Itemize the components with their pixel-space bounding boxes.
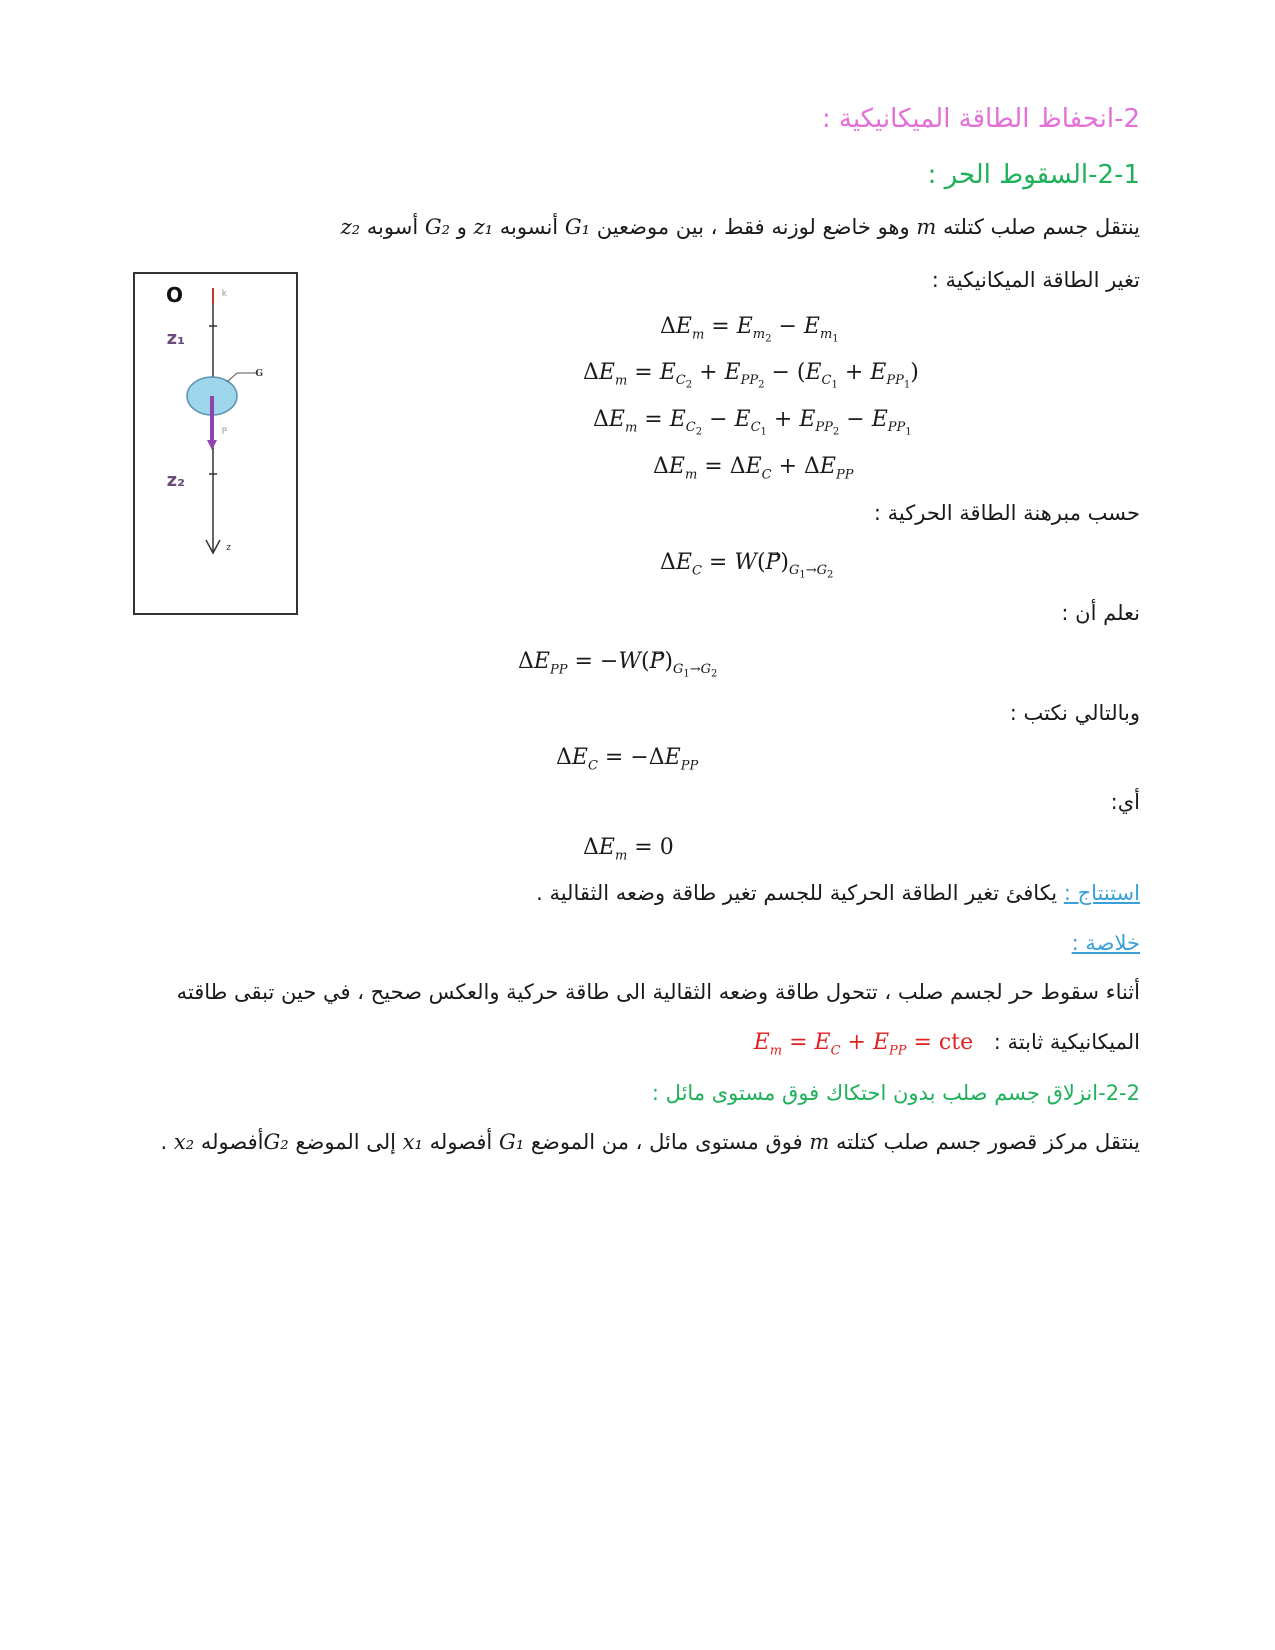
energy-change-label: تغير الطاقة الميكانيكية :: [931, 268, 1140, 292]
incline-text-2: فوق مستوى مائل ، من الموضع: [530, 1130, 803, 1154]
equation-delta-em-sum: $\Delta E_m = \Delta E_C + \Delta E_{PP}$: [653, 454, 854, 483]
intro-text-4: أسوبه: [366, 215, 419, 239]
equation-potential-work: $\Delta E_{PP}$ = $-W(P⃗)_{G_1\to G_2}$: [518, 649, 718, 680]
mass-symbol: m: [916, 215, 937, 239]
section-heading: 2-انحفاظ الطاقة الميكانيكية :: [821, 104, 1140, 134]
g1-symbol: G₁: [564, 215, 591, 239]
incline-x2-symbol: x₂: [173, 1130, 195, 1154]
intro-text-1: ينتقل جسم صلب كتلته: [942, 215, 1140, 239]
z2-symbol: z₂: [340, 215, 361, 239]
conclusion-text: يكافئ تغير الطاقة الحركية للجسم تغير طاقة وضعه الثقالية .: [536, 881, 1058, 905]
mechanical-energy-formula: $E_m = E_C + E_{PP}$ = cte: [753, 1030, 974, 1059]
intro-text-3: أنسوبه: [499, 215, 559, 239]
ie-label: أي:: [1110, 790, 1140, 814]
intro-text-2: وهو خاضع لوزنه فقط ، بين موضعين: [596, 215, 910, 239]
equation-kinetic-theorem: $\Delta E_C$ = $W(P⃗)_{G_1\to G_2}$: [660, 550, 834, 581]
theorem-label: حسب مبرهنة الطاقة الحركية :: [873, 501, 1140, 525]
z1-symbol: z₁: [473, 215, 494, 239]
conclusion-line: [536, 878, 1140, 908]
z2-label: z₂: [166, 470, 185, 491]
equation-kinetic-potential: $\Delta E_C = -\Delta E_{PP}$: [556, 745, 699, 774]
summary-line-2-text: الميكانيكية ثابتة :: [993, 1030, 1140, 1054]
g-leader-line: [227, 373, 257, 382]
formula-cte: cte: [938, 1030, 974, 1055]
incline-x1-symbol: x₁: [402, 1130, 423, 1154]
we-know-label: نعلم أن :: [1061, 601, 1140, 625]
g-label: G: [255, 369, 263, 379]
free-fall-diagram: [135, 274, 296, 613]
conclusion-label: استنتاج :: [1063, 881, 1140, 905]
z1-label: z₁: [166, 328, 185, 349]
summary-label: خلاصة :: [1071, 931, 1140, 955]
p-label: P: [221, 427, 227, 437]
summary-line-2: [754, 1027, 1140, 1066]
k-label: k: [221, 289, 227, 299]
free-fall-figure: [133, 272, 298, 615]
equation-delta-em-grouped: $\Delta E_m = E_{C_2} - E_{C_1} + E_{PP_2} - E_{PP_1}$: [593, 407, 912, 438]
incline-g2-symbol: G₂: [263, 1130, 289, 1154]
incline-text-5: أفصوله: [200, 1130, 264, 1154]
incline-text-3: أفصوله: [429, 1130, 493, 1154]
origin-label: O: [165, 283, 183, 307]
incline-end: .: [160, 1130, 168, 1154]
intro-and: و: [456, 215, 467, 239]
therefore-label: وبالتالي نكتب :: [1009, 701, 1140, 725]
equation-delta-em-zero: $\Delta E_m = 0$: [583, 835, 674, 864]
incline-mass-symbol: m: [809, 1130, 830, 1154]
incline-text-1: ينتقل مركز قصور جسم صلب كتلته: [835, 1130, 1140, 1154]
incline-paragraph: [161, 1127, 1140, 1157]
intro-paragraph: [341, 212, 1140, 242]
incline-g1-symbol: G₁: [498, 1130, 525, 1154]
subsection-heading: 2-1-السقوط الحر :: [927, 160, 1140, 190]
g2-symbol: G₂: [424, 215, 451, 239]
z-axis-label: z: [226, 543, 231, 553]
weight-arrowhead: [207, 440, 217, 450]
incline-text-4: إلى الموضع: [295, 1130, 397, 1154]
equation-delta-em-expanded: $\Delta E_m = E_{C_2} + E_{PP_2} - (E_{C_1} + E_{PP_1})$: [583, 360, 919, 391]
equation-delta-em-def: $\Delta E_m = E_{m_2} - E_{m_1}$: [660, 314, 839, 345]
subsection-heading-2: 2-2-انزلاق جسم صلب بدون احتكاك فوق مستوى مائل :: [651, 1081, 1140, 1105]
summary-line-1: أثناء سقوط حر لجسم صلب ، تتحول طاقة وضعه الثقالية الى طاقة حركية والعكس صحيح ، في حين تبقى طاقته: [176, 980, 1140, 1004]
